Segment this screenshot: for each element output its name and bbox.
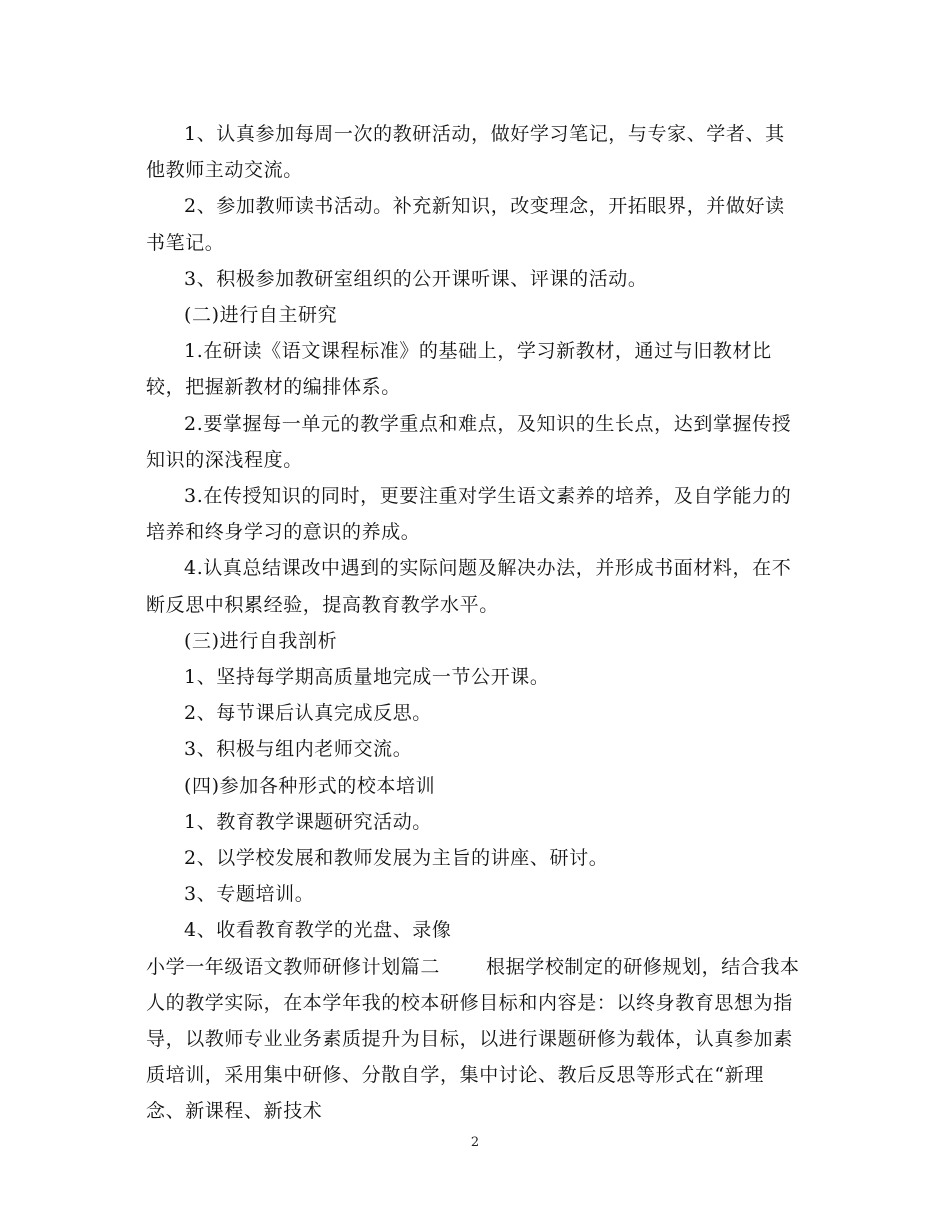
paragraph-5: 2.要掌握每一单元的教学重点和难点，及知识的生长点，达到掌握传授知识的深浅程度。 [146, 412, 792, 471]
paragraph-14: 4、收看教育教学的光盘、录像 [184, 919, 452, 942]
page-number: 2 [470, 1135, 480, 1150]
paragraph-8: 1、坚持每学期高质量地完成一节公开课。 [184, 666, 550, 689]
paragraph-12: 2、以学校发展和教师发展为主旨的讲座、研讨。 [184, 847, 609, 870]
section-heading-4: (四)参加各种形式的校本培训 [184, 774, 436, 797]
paragraph-13: 3、专题培训。 [184, 883, 315, 906]
paragraph-10: 3、积极与组内老师交流。 [184, 738, 413, 761]
paragraph-2: 2、参加教师读书活动。补充新知识，改变理念，开拓眼界，并做好读书笔记。 [146, 195, 785, 254]
paragraph-4: 1.在研读《语文课程标准》的基础上，学习新教材，通过与旧教材比较，把握新教材的编排体系。 [146, 340, 772, 399]
section-heading-3: (三)进行自我剖析 [184, 629, 338, 652]
paragraph-1: 1、认真参加每周一次的教研活动，做好学习笔记，与专家、学者、其他教师主动交流。 [146, 123, 785, 182]
paragraph-6: 3.在传授知识的同时，更要注重对学生语文素养的培养，及自学能力的培养和终身学习的意识的养成。 [146, 485, 792, 544]
document-body [146, 116, 802, 1130]
plan-body: 根据学校制定的研修规划，结合我本人的教学实际，在本学年我的校本研修目标和内容是：以终身教育思想为指导，以教师专业业务素质提升为目标，以进行课题研修为载体，认真参加素质培训，采用集中研修、分散自学，集中讨论、教后反思等形式在“新理念、新课程、新技术 [146, 955, 800, 1123]
paragraph-9: 2、每节课后认真完成反思。 [184, 702, 432, 725]
paragraph-3: 3、积极参加教研室组织的公开课听课、评课的活动。 [184, 267, 648, 290]
plan-title: 小学一年级语文教师研修计划篇二 [146, 955, 441, 978]
paragraph-11: 1、教育教学课题研究活动。 [184, 810, 432, 833]
paragraph-7: 4.认真总结课改中遇到的实际问题及解决办法，并形成书面材料，在不断反思中积累经验，提高教育教学水平。 [146, 557, 792, 616]
section-heading-2: (二)进行自主研究 [184, 304, 338, 327]
final-paragraph [146, 949, 802, 1130]
